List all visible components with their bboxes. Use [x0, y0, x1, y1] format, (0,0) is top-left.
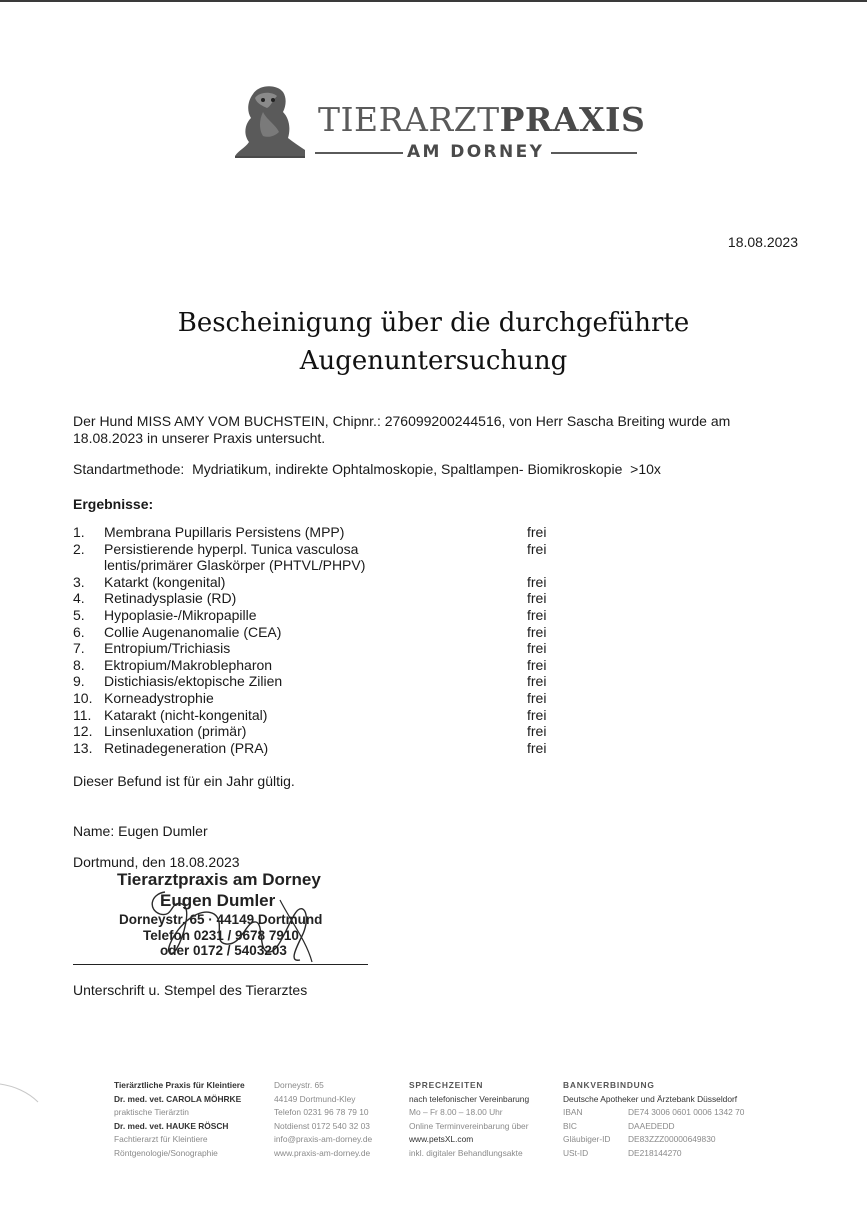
result-label: Collie Augenanomalie (CEA): [104, 623, 282, 640]
result-label: Distichiasis/ektopische Zilien: [104, 673, 283, 690]
footer-doctor-1: Dr. med. vet. CAROLA MÖHRKE: [114, 1093, 242, 1104]
place-and-date: Dortmund, den 18.08.2023: [73, 854, 240, 870]
result-row: [73, 574, 593, 591]
signature-line: [73, 964, 368, 965]
result-number: 4.: [73, 590, 85, 607]
logo-name-part1: TIERARZT: [318, 100, 500, 139]
footer-iban-value: DE74 3006 0601 0006 1342 70: [628, 1107, 745, 1118]
result-value: frei: [527, 590, 547, 607]
results-list: [73, 524, 593, 756]
result-label: Korneadystrophie: [104, 689, 214, 706]
stamp-line-1: Tierarztpraxis am Dorney: [117, 870, 321, 889]
logo-name-part2: PRAXIS: [499, 100, 646, 139]
logo-subtitle: AM DORNEY: [407, 142, 545, 162]
footer-hours-title: SPRECHZEITEN: [409, 1080, 484, 1090]
footer-glaeubiger-row: [563, 1133, 744, 1147]
result-value: frei: [527, 540, 547, 557]
footer-hours-line-3: Online Terminvereinbarung über: [409, 1120, 529, 1131]
footer-iban-label: IBAN: [563, 1107, 583, 1118]
footer-ust-value: DE218144270: [628, 1147, 682, 1158]
footer-phone: Telefon 0231 96 78 79 10: [274, 1107, 369, 1118]
result-label: Ektropium/Makroblepharon: [104, 656, 273, 673]
result-row: [73, 657, 593, 674]
footer-hours-line-1: nach telefonischer Vereinbarung: [409, 1093, 530, 1104]
result-row: [73, 590, 593, 607]
footer-doctor-2-role: Fachtierarzt für Kleintiere: [114, 1134, 208, 1145]
result-number: 13.: [73, 739, 93, 756]
footer-ust-row: [563, 1147, 744, 1161]
result-value: frei: [527, 689, 547, 706]
footer-doctor-1-role: praktische Tierärztin: [114, 1107, 189, 1118]
result-number: 6.: [73, 623, 85, 640]
footer-city: 44149 Dortmund-Kley: [274, 1093, 356, 1104]
result-row: [73, 607, 593, 624]
logo-rule-left: [315, 152, 403, 154]
stamp-line-4: Telefon 0231 / 9678 7910: [143, 928, 299, 943]
result-label: Entropium/Trichiasis: [104, 640, 231, 657]
footer-practice-column: [114, 1079, 245, 1161]
result-row: [73, 524, 593, 541]
result-label: Katarkt (kongenital): [104, 573, 226, 590]
result-row: [73, 723, 593, 740]
result-row: [73, 640, 593, 657]
result-value: frei: [527, 524, 547, 540]
stamp-line-3: Dorneystr. 65 · 44149 Dortmund: [119, 912, 323, 927]
method-line: Standartmethode: Mydriatikum, indirekte Ophtalmoskopie, Spaltlampen- Biomikroskopie >10x: [73, 461, 661, 477]
results-heading: Ergebnisse:: [73, 496, 154, 512]
result-row: [73, 541, 593, 558]
result-number: 1.: [73, 524, 85, 540]
result-row-continuation: [73, 557, 593, 574]
signature-caption: Unterschrift u. Stempel des Tierarztes: [73, 982, 308, 998]
result-label: Retinadysplasie (RD): [104, 590, 237, 607]
footer-bic-row: [563, 1120, 744, 1134]
logo-rule-right: [551, 152, 637, 154]
footer-bank-column: [563, 1079, 744, 1161]
footer-ust-label: USt-ID: [563, 1147, 589, 1158]
footer-doctor-2: Dr. med. vet. HAUKE RÖSCH: [114, 1120, 229, 1131]
document-date: 18.08.2023: [727, 234, 798, 250]
footer-glaeubiger-value: DE83ZZZ00000649830: [628, 1134, 716, 1145]
result-number: 11.: [73, 706, 92, 723]
result-value: frei: [527, 656, 547, 673]
footer-hours-line-4: www.petsXL.com: [409, 1134, 474, 1145]
footer-bank-title: BANKVERBINDUNG: [563, 1080, 655, 1090]
result-number: 5.: [73, 606, 85, 623]
result-row: [73, 740, 593, 757]
footer-web: www.praxis-am-dorney.de: [274, 1147, 371, 1158]
footer-address-column: [274, 1079, 372, 1161]
footer-practice-title: Tierärztliche Praxis für Kleintiere: [114, 1080, 245, 1090]
practice-logo: [233, 80, 646, 164]
result-value: frei: [527, 706, 547, 723]
footer-hours-line-2: Mo – Fr 8.00 – 18.00 Uhr: [409, 1107, 503, 1118]
footer-email: info@praxis-am-dorney.de: [274, 1134, 373, 1145]
result-number: 3.: [73, 573, 85, 590]
result-label: Persistierende hyperpl. Tunica vasculosa: [104, 540, 359, 557]
title-line-2: Augenuntersuchung: [299, 346, 568, 376]
footer-glaeubiger-label: Gläubiger-ID: [563, 1134, 611, 1145]
result-value: frei: [527, 606, 547, 623]
result-number: 9.: [73, 673, 85, 690]
top-border-line: [0, 0, 867, 2]
document-title: [0, 304, 867, 380]
footer-hours-line-5: inkl. digitaler Behandlungsakte: [409, 1147, 523, 1158]
footer-bic-label: BIC: [563, 1120, 577, 1131]
result-number: 8.: [73, 656, 85, 673]
footer-hours-column: [409, 1079, 529, 1161]
result-value: frei: [527, 623, 547, 640]
footer-emergency: Notdienst 0172 540 32 03: [274, 1120, 370, 1131]
result-label: Linsenluxation (primär): [104, 723, 247, 740]
result-number: 12.: [73, 723, 93, 740]
footer-doctor-2-role-2: Röntgenologie/Sonographie: [114, 1147, 218, 1158]
footer-bic-value: DAAEDEDD: [628, 1120, 675, 1131]
result-row: [73, 673, 593, 690]
result-label: Membrana Pupillaris Persistens (MPP): [104, 524, 345, 540]
result-number: 7.: [73, 640, 85, 657]
footer-street: Dorneystr. 65: [274, 1080, 324, 1090]
result-row: [73, 624, 593, 641]
veterinarian-name: Name: Eugen Dumler: [73, 823, 208, 839]
stamp-line-5: oder 0172 / 5403203: [160, 943, 287, 958]
result-value: frei: [527, 573, 547, 590]
dog-logo-icon: [233, 80, 313, 160]
footer-bank-name: Deutsche Apotheker und Ärztebank Düsseldorf: [563, 1093, 738, 1104]
result-row: [73, 690, 593, 707]
scan-artifact-curve: [0, 1082, 40, 1104]
result-number: 2.: [73, 540, 85, 557]
result-label-continuation: lentis/primärer Glaskörper (PHTVL/PHPV): [104, 557, 366, 574]
result-label: Hypoplasie-/Mikropapille: [104, 606, 257, 623]
title-line-1: Bescheinigung über die durchgeführte: [177, 308, 690, 338]
footer-iban-row: [563, 1106, 744, 1120]
result-label: Retinadegeneration (PRA): [104, 739, 269, 756]
result-value: frei: [527, 640, 547, 657]
handwritten-signature: [130, 880, 340, 970]
result-value: frei: [527, 739, 547, 756]
intro-paragraph: Der Hund MISS AMY VOM BUCHSTEIN, Chipnr.: 276099200244516, von Herr Sascha Breiting wurde am 18.08.2023 in unserer Praxis untersucht.: [73, 413, 731, 446]
result-label: Katarakt (nicht-kongenital): [104, 706, 268, 723]
result-value: frei: [527, 723, 547, 740]
stamp-line-2: Eugen Dumler: [160, 891, 276, 910]
validity-note: Dieser Befund ist für ein Jahr gültig.: [73, 773, 295, 789]
result-value: frei: [527, 673, 547, 690]
result-row: [73, 707, 593, 724]
result-number: 10.: [73, 689, 93, 706]
